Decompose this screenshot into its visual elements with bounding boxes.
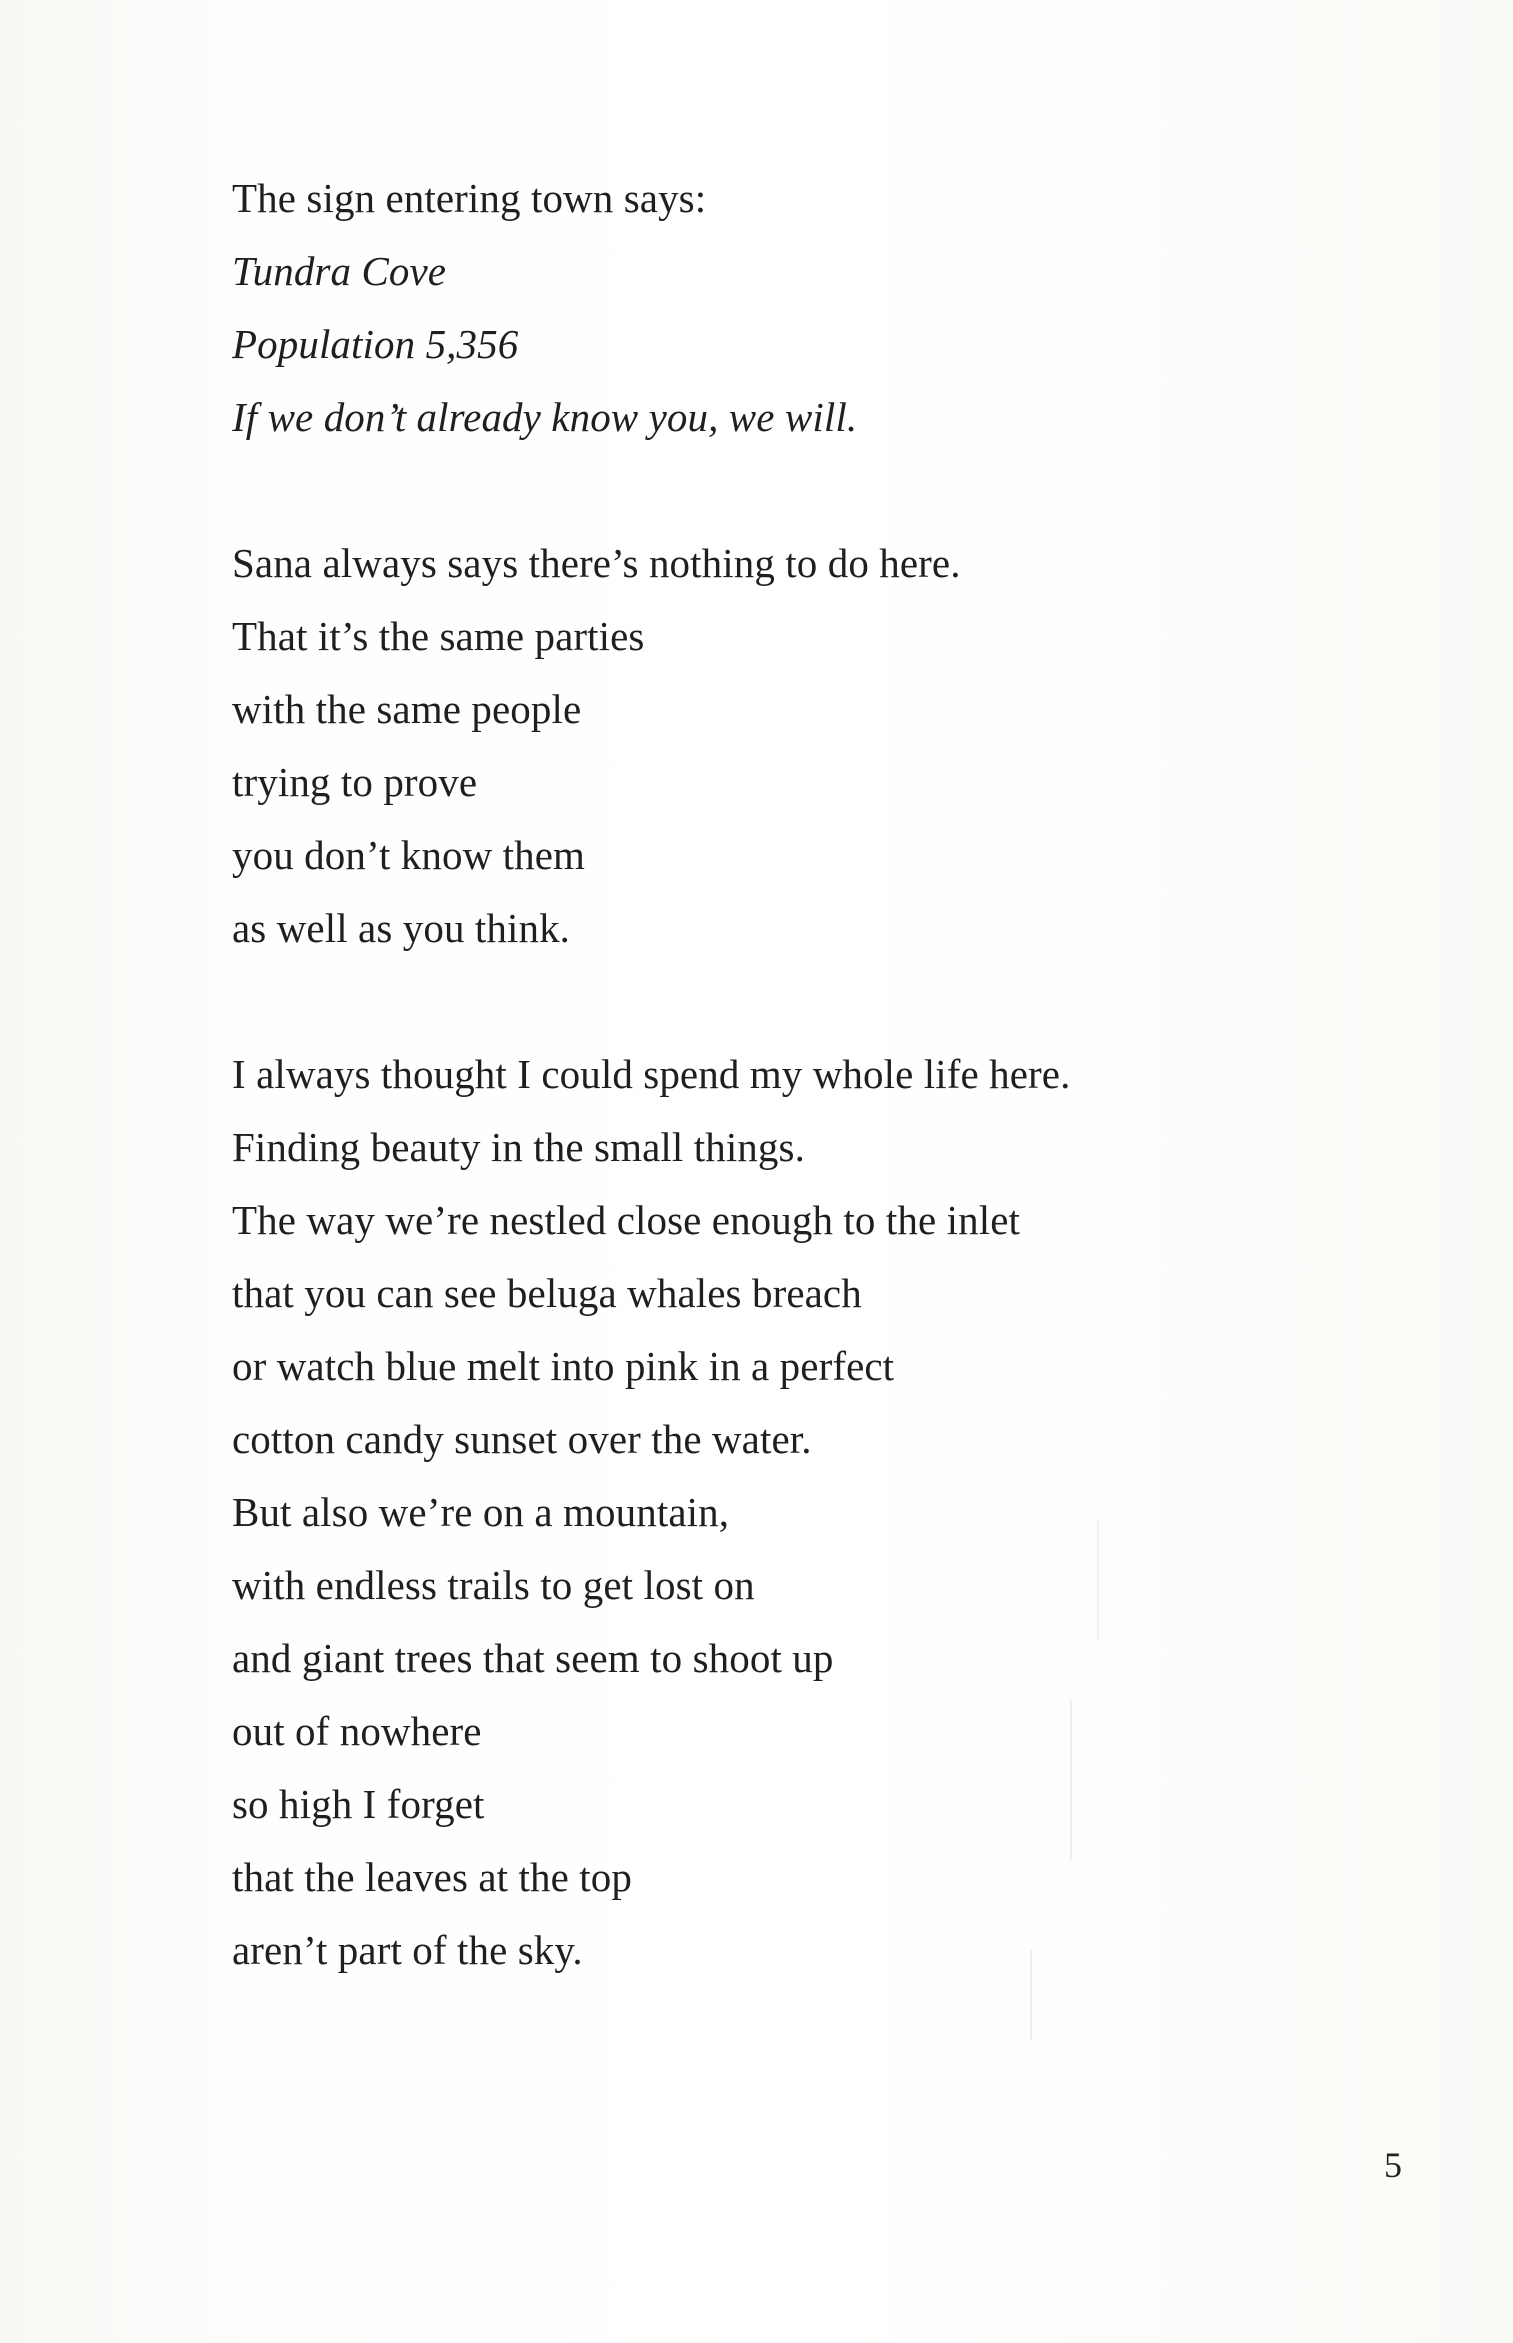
poem-line: with the same people xyxy=(232,686,582,732)
poem-text xyxy=(232,162,1332,2060)
poem-line: That it’s the same parties xyxy=(232,613,645,659)
poem-line: that you can see beluga whales breach xyxy=(232,1270,862,1316)
poem-line: so high I forget xyxy=(232,1781,485,1827)
poem-line: Finding beauty in the small things. xyxy=(232,1124,805,1170)
poem-line: The sign entering town says: xyxy=(232,175,707,221)
page-number: 5 xyxy=(1384,2145,1402,2185)
poem-line: The way we’re nestled close enough to the inlet xyxy=(232,1197,1020,1243)
poem-line: that the leaves at the top xyxy=(232,1854,632,1900)
poem-line: But also we’re on a mountain, xyxy=(232,1489,730,1535)
poem-line: aren’t part of the sky. xyxy=(232,1927,583,1973)
poem-line: I always thought I could spend my whole life here. xyxy=(232,1051,1071,1097)
poem-line: as well as you think. xyxy=(232,905,571,951)
poem-line: cotton candy sunset over the water. xyxy=(232,1416,812,1462)
poem-line: Sana always says there’s nothing to do here. xyxy=(232,540,961,586)
poem-line: you don’t know them xyxy=(232,832,586,878)
stanza xyxy=(232,1038,1332,1987)
poem-line: trying to prove xyxy=(232,759,478,805)
poem-line: If we don’t already know you, we will. xyxy=(232,394,858,440)
stanza xyxy=(232,527,1332,965)
poem-line: or watch blue melt into pink in a perfect xyxy=(232,1343,895,1389)
poem-line: Population 5,356 xyxy=(232,321,519,367)
poem-line: and giant trees that seem to shoot up xyxy=(232,1635,834,1681)
poem-line: Tundra Cove xyxy=(232,248,447,294)
stanza xyxy=(232,162,1332,454)
poem-line: out of nowhere xyxy=(232,1708,482,1754)
poem-line: with endless trails to get lost on xyxy=(232,1562,755,1608)
